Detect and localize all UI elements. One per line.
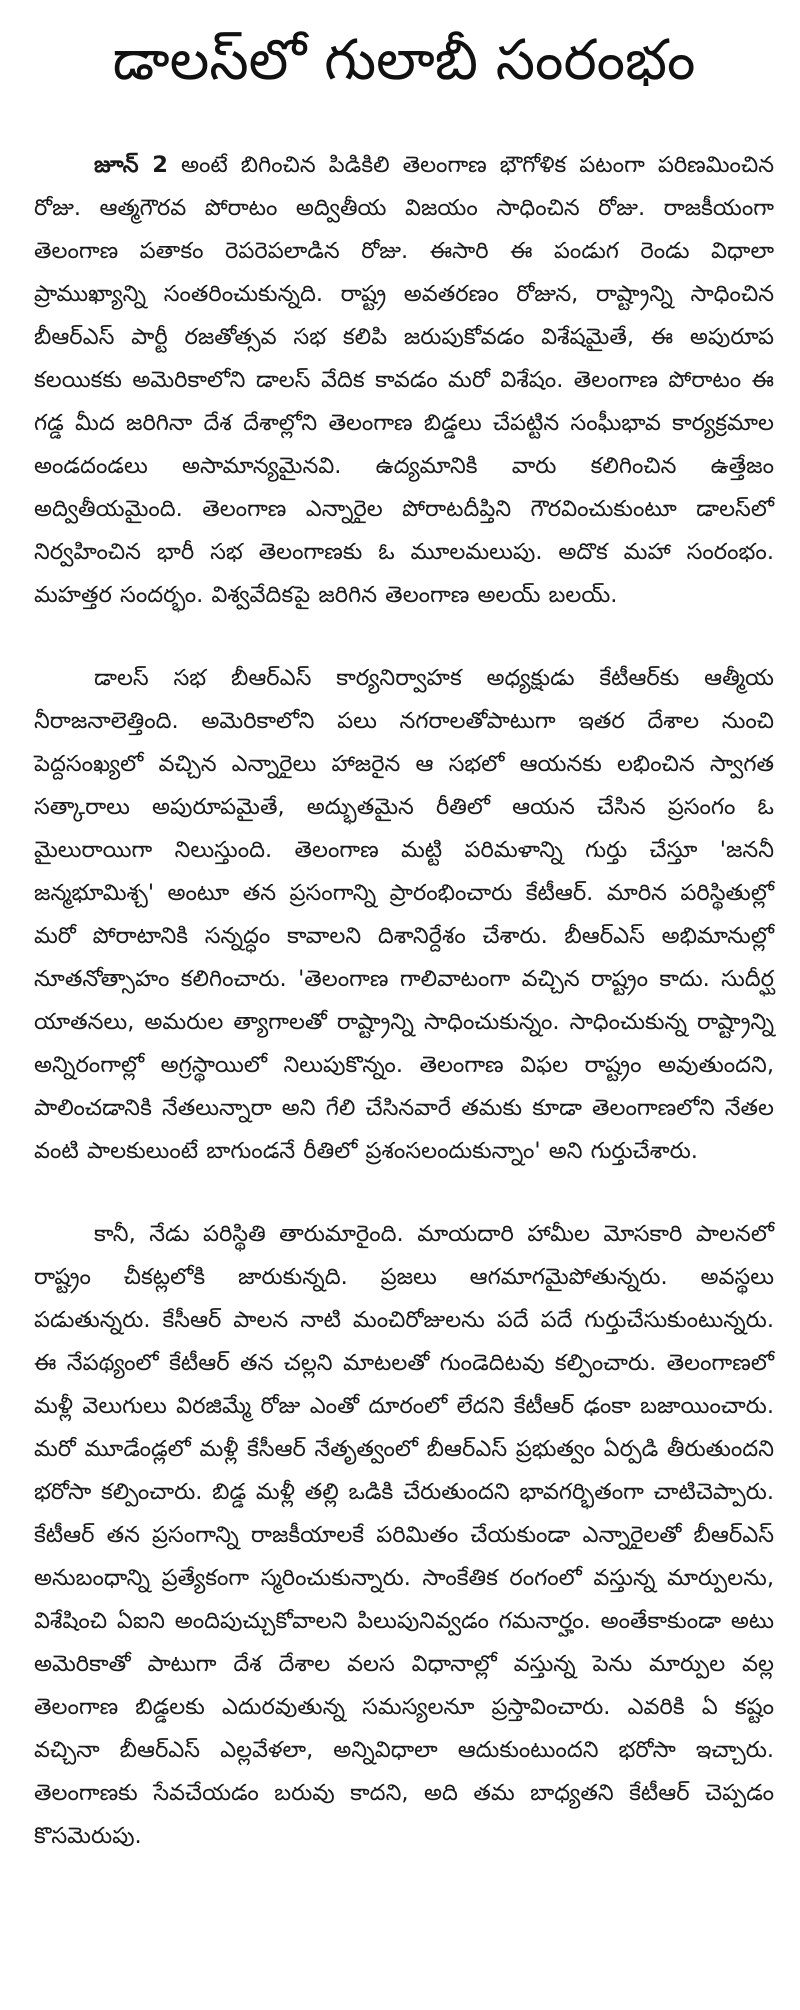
paragraph-3-text: కానీ, నేడు పరిస్థితి తారుమారైంది. మాయదారి హామీల మోసకారి పాలనలో రాష్ట్రం చీకట్లలోకి జారుకున్నది. ప్రజలు ఆగమాగమైపోతున్నరు. అవస్థలు పడుతున్నరు. కేసీఆర్ పాలన నాటి మంచిరోజులను పదే పదే గుర్తుచేసుకుంటున్నరు. ఈ నేపథ్యంలో కేటీఆర్ తన చల్లని మాటలతో గుండెదిటవు కల్పించారు. తెలంగాణలో మళ్లీ వెలుగులు విరజిమ్మే రోజు ఎంతో దూరంలో లేదని కేటీఆర్ ఢంకా బజాయించారు. మరో మూడేండ్లలో మళ్లీ కేసీఆర్ నేతృత్వంలో బీఆర్ఎస్ ప్రభుత్వం ఏర్పడి తీరుతుందని భరోసా కల్పించారు. బిడ్డ మళ్లీ తల్లి ఒడికి చేరుతుందని భావగర్భితంగా చాటిచెప్పారు. కేటీఆర్ తన ప్రసంగాన్ని రాజకీయాలకే పరిమితం చేయకుండా ఎన్నారైలతో బీఆర్ఎస్ అనుబంధాన్ని ప్రత్యేకంగా స్మరించుకున్నారు. సాంకేతిక రంగంలో వస్తున్న మార్పులను, విశేషించి ఏఐని అందిపుచ్చుకోవాలని పిలుపునివ్వడం గమనార్హం. అంతేకాకుండా అటు అమెరికాతో పాటుగా దేశ దేశాల వలస విధానాల్లో వస్తున్న పెను మార్పుల వల్ల తెలంగాణ బిడ్డలకు ఎదురవుతున్న సమస్యలనూ ప్రస్తావించారు. ఎవరికి ఏ కష్టం వచ్చినా బీఆర్ఎస్ ఎల్లవేళలా, అన్నివిధాలా ఆదుకుంటుందని భరోసా ఇచ్చారు. తెలంగాణకు సేవచేయడం బరువు కాదని, అది తమ బాధ్యతని కేటీఆర్ చెప్పడం కొసమెరుపు. [34, 1221, 774, 1849]
headline: డాలస్‌లో గులాబీ సంరంభం [112, 28, 696, 93]
paragraph-lead-date: జూన్ 2 [94, 152, 168, 178]
paragraph-2-text: డాలస్ సభ బీఆర్ఎస్ కార్యనిర్వాహక అధ్యక్షుడు కేటీఆర్‌కు ఆత్మీయ నీరాజనాలెత్తింది. అమెరికాలోని పలు నగరాలతోపాటుగా ఇతర దేశాల నుంచి పెద్దసంఖ్యలో వచ్చిన ఎన్నారైలు హాజరైన ఆ సభలో ఆయనకు లభించిన స్వాగత సత్కారాలు అపురూపమైతే, అద్భుతమైన రీతిలో ఆయన చేసిన ప్రసంగం ఓ మైలురాయిగా నిలుస్తుంది. తెలంగాణ మట్టి పరిమళాన్ని గుర్తు చేస్తూ 'జననీ జన్మభూమిశ్చ' అంటూ తన ప్రసంగాన్ని ప్రారంభించారు కేటీఆర్. మారిన పరిస్థితుల్లో మరో పోరాటానికి సన్నద్ధం కావాలని దిశానిర్దేశం చేశారు. బీఆర్ఎస్ అభిమానుల్లో నూతనోత్సాహం కలిగించారు. 'తెలంగాణ గాలివాటంగా వచ్చిన రాష్ట్రం కాదు. సుదీర్ఘ యాతనలు, అమరుల త్యాగాలతో రాష్ట్రాన్ని సాధించుకున్నం. సాధించుకున్న రాష్ట్రాన్ని అన్నిరంగాల్లో అగ్రస్థాయిలో నిలుపుకొన్నం. తెలంగాణ విఫల రాష్ట్రం అవుతుందని, పాలించడానికి నేతలున్నారా అని గేలి చేసినవారే తమకు కూడా తెలంగాణలోని నేతల వంటి పాలకులుంటే బాగుండనే రీతిలో ప్రశంసలందుకున్నాం' అని గుర్తుచేశారు. [34, 665, 774, 1164]
paragraph-3 [34, 1213, 774, 1858]
paragraph-1-text: అంటే బిగించిన పిడికిలి తెలంగాణ భౌగోళిక పటంగా పరిణమించిన రోజు. ఆత్మగౌరవ పోరాటం అద్వితీయ విజయం సాధించిన రోజు. రాజకీయంగా తెలంగాణ పతాకం రెపరెపలాడిన రోజు. ఈసారి ఈ పండుగ రెండు విధాలా ప్రాముఖ్యాన్ని సంతరించుకున్నది. రాష్ట్ర అవతరణం రోజున, రాష్ట్రాన్ని సాధించిన బీఆర్ఎస్ పార్టీ రజతోత్సవ సభ కలిపి జరుపుకోవడం విశేషమైతే, ఈ అపురూప కలయికకు అమెరికాలోని డాలస్ వేదిక కావడం మరో విశేషం. తెలంగాణ పోరాటం ఈ గడ్డ మీద జరిగినా దేశ దేశాల్లోని తెలంగాణ బిడ్డలు చేపట్టిన సంఘీభావ కార్యక్రమాల అండదండలు అసామాన్యమైనవి. ఉద్యమానికి వారు కలిగించిన ఉత్తేజం అద్వితీయమైంది. తెలంగాణ ఎన్నారైల పోరాటదీప్తిని గౌరవించుకుంటూ డాలస్‌లో నిర్వహించిన భారీ సభ తెలంగాణకు ఓ మూలమలుపు. అదొక మహా సంరంభం. మహత్తర సందర్భం. విశ్వవేదికపై జరిగిన తెలంగాణ అలయ్ బలయ్. [34, 152, 774, 608]
paragraph-2 [34, 657, 774, 1173]
paragraph-1 [34, 144, 774, 617]
